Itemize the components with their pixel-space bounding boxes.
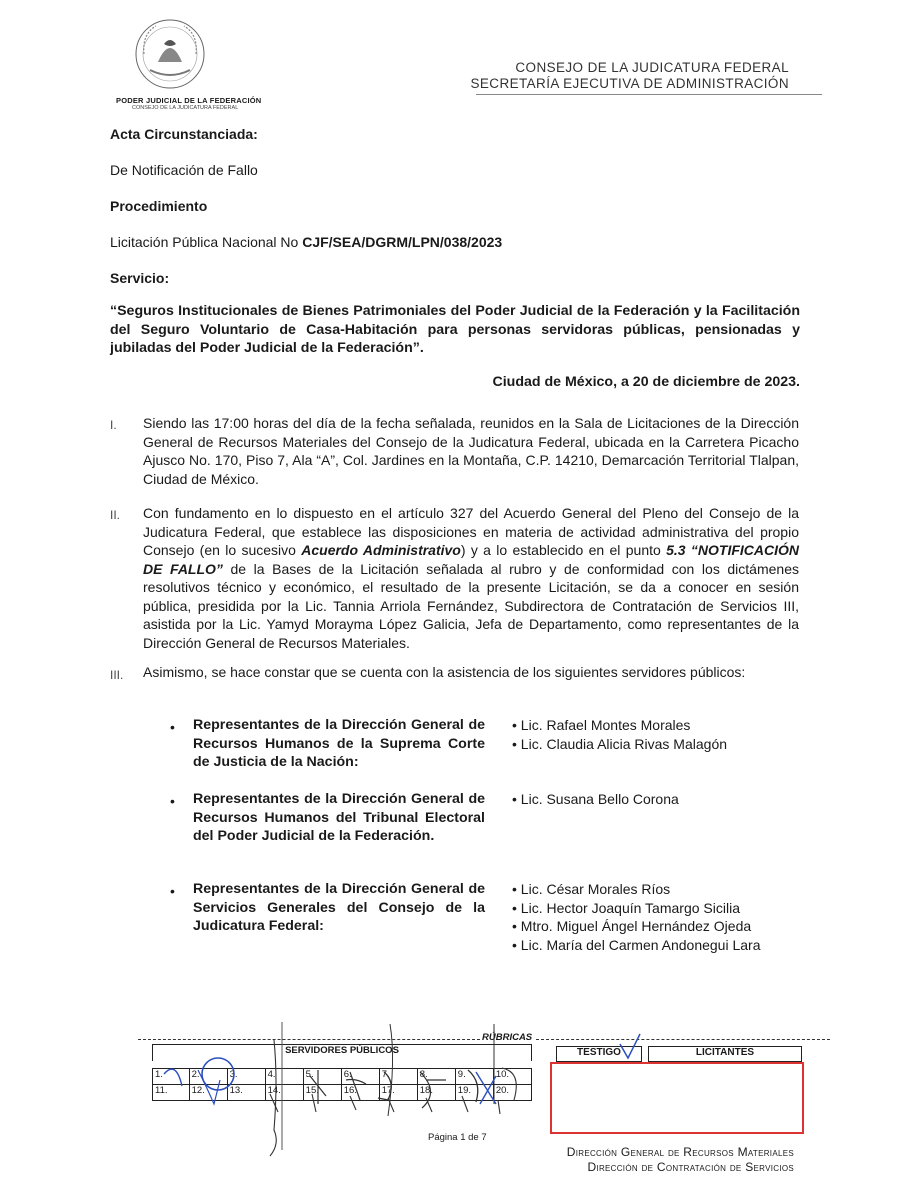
bullet-icon: • — [170, 883, 175, 899]
attendee-name-text: Lic. Susana Bello Corona — [520, 791, 679, 807]
footer-dir-2 — [587, 1160, 794, 1174]
attendee-name: • Mtro. Miguel Ángel Hernández Ojeda — [512, 918, 752, 934]
bullet-icon: • — [170, 719, 175, 735]
signature-cell: 12. — [189, 1085, 227, 1101]
attendee-names — [512, 790, 679, 809]
attendee-name: • Lic. María del Carmen Andonegui Lara — [512, 936, 761, 953]
service-description: “Seguros Institucionales de Bienes Patrimoniales del Poder Judicial de la Federación y la Facilitación del Seguro Voluntario de Casa-Habitación para personas servidoras públicas, pensionadas y jubiladas del Poder Judicial de la Federación”. — [110, 303, 800, 356]
section-i-number: I. — [110, 418, 117, 432]
section-i-text: Siendo las 17:00 horas del día de la fecha señalada, reunidos en la Sala de Licitaciones de la Dirección General de Recursos Materiales del Consejo de la Judicatura Federal, ubicada en la Carretera Picacho Ajusco No. 170, Piso 7, Ala “A”, Col. Jardines en la Montaña, C.P. 14210, Demarcación Territorial Tlalpan, Ciudad de México. — [143, 415, 799, 487]
footer-dir-1 — [567, 1145, 794, 1159]
acta-label: Acta Circunstanciada: — [110, 126, 258, 142]
bullet-icon: • — [170, 793, 175, 809]
attendee-name-text: Lic. María del Carmen Andonegui Lara — [520, 936, 761, 953]
attendee-group: Representantes de la Dirección General de Recursos Humanos de la Suprema Corte de Justicia de la Nación: — [193, 717, 485, 770]
section-ii-text — [143, 504, 799, 652]
signature-cell: 2. — [189, 1069, 227, 1085]
attendee-name-text: Lic. Rafael Montes Morales — [520, 717, 691, 733]
signature-cell: 17. — [379, 1085, 417, 1101]
rubricas-label: RÚBRICAS — [482, 1032, 533, 1043]
signature-cell: 20. — [493, 1085, 531, 1101]
attendee-names — [512, 716, 727, 753]
acuerdo-term: Acuerdo Administrativo — [301, 542, 461, 558]
signature-cell: 9. — [455, 1069, 493, 1085]
licitantes-header — [648, 1046, 802, 1062]
procedure-label: Procedimiento — [110, 198, 208, 214]
section-iii-number: III. — [110, 668, 124, 682]
signature-cell: 8. — [417, 1069, 455, 1085]
secretariat-title: SECRETARÍA EJECUTIVA DE ADMINISTRACIÓN — [470, 76, 789, 91]
signature-cell: 3. — [227, 1069, 265, 1085]
signature-cell: 11. — [153, 1085, 190, 1101]
fallo-term: 5.3 “NOTIFICACIÓN DE FALLO” — [143, 542, 799, 577]
signature-cell: 15. — [303, 1085, 341, 1101]
attendee-name: • Lic. Rafael Montes Morales — [512, 717, 691, 733]
org-subname: CONSEJO DE LA JUDICATURA FEDERAL — [132, 105, 239, 111]
procedure-prefix: Licitación Pública Nacional No — [110, 234, 303, 250]
service-label: Servicio: — [110, 270, 170, 286]
signature-cell: 1. — [153, 1069, 190, 1085]
licitantes-label: LICITANTES — [695, 1047, 755, 1058]
attendee-name: • Lic. Claudia Alicia Rivas Malagón — [512, 735, 728, 752]
header-rule — [476, 94, 822, 95]
footer-dir-1-text: Dirección General de Recursos Materiales — [566, 1145, 794, 1159]
signature-cell: 16. — [341, 1085, 379, 1101]
procedure-line — [110, 234, 502, 250]
signature-cell: 6. — [341, 1069, 379, 1085]
testigo-label: TESTIGO — [577, 1047, 621, 1058]
attendee-name-text: Lic. Claudia Alicia Rivas Malagón — [520, 735, 728, 752]
page-number: Página 1 de 7 — [428, 1132, 487, 1143]
attendee-group: Representantes de la Dirección General de Recursos Humanos del Tribunal Electoral del Poder Judicial de la Federación. — [193, 791, 485, 844]
attendee-name-text: Lic. César Morales Ríos — [520, 881, 671, 897]
signature-cell: 7. — [379, 1069, 417, 1085]
signature-cell: 10. — [493, 1069, 531, 1085]
servidores-label: SERVIDORES PÚBLICOS — [285, 1045, 399, 1056]
council-title: CONSEJO DE LA JUDICATURA FEDERAL — [515, 60, 789, 75]
signature-cell: 19. — [455, 1085, 493, 1101]
acta-value: De Notificación de Fallo — [110, 162, 258, 178]
attendee-name-text: Mtro. Miguel Ángel Hernández Ojeda — [520, 918, 752, 934]
section-ii-part: ) y a lo establecido en el punto — [460, 542, 667, 558]
signature-cell: 5. — [303, 1069, 341, 1085]
procedure-number: CJF/SEA/DGRM/LPN/038/2023 — [302, 234, 503, 250]
section-ii-number: II. — [110, 508, 121, 522]
section-ii-part: de la Bases de la Licitación señalada al rubro y de conformidad con los dictámenes resolutivos técnico y económico, el resultado de la presente Licitación, se da a conocer en sesión pública, presidida por la Lic. Tannia Arriola Fernández, Subdirectora de Contratación de Servicios III, asistida por la Lic. Yamyd Morayma López Galicia, Jefa de Departamento, como representantes de la Dirección General de Recursos Materiales. — [143, 560, 799, 651]
signature-cell: 13. — [227, 1085, 265, 1101]
attendee-group: Representantes de la Dirección General de Servicios Generales del Consejo de la Judicatura Federal: — [193, 881, 485, 934]
footer-dir-2-text: Dirección de Contratación de Servicios — [587, 1160, 794, 1174]
signature-cell: 18. — [417, 1085, 455, 1101]
attendee-name: • Lic. Hector Joaquín Tamargo Sicilia — [512, 899, 740, 916]
handwritten-rubrics — [150, 1020, 650, 1160]
place-date: Ciudad de México, a 20 de diciembre de 2023. — [492, 374, 800, 390]
signature-cell: 14. — [265, 1085, 303, 1101]
signature-cell: 4. — [265, 1069, 303, 1085]
section-ii-part: Con fundamento en lo dispuesto en el artículo 327 del Acuerdo General del Pleno del Consejo de la Judicatura Federal, que establece las disposiciones en materia de actividad administrativa del propio Consejo (en lo sucesivo — [143, 505, 799, 558]
section-iii-text: Asimismo, se hace constar que se cuenta con la asistencia de los siguientes servidores públicos: — [143, 664, 746, 680]
national-seal-logo — [120, 14, 220, 94]
attendee-name: • Lic. César Morales Ríos — [512, 881, 671, 897]
attendee-name: • Lic. Susana Bello Corona — [512, 791, 679, 807]
attendee-names — [512, 880, 761, 954]
attendee-name-text: Lic. Hector Joaquín Tamargo Sicilia — [520, 899, 740, 916]
org-name: PODER JUDICIAL DE LA FEDERACIÓN — [116, 96, 262, 105]
